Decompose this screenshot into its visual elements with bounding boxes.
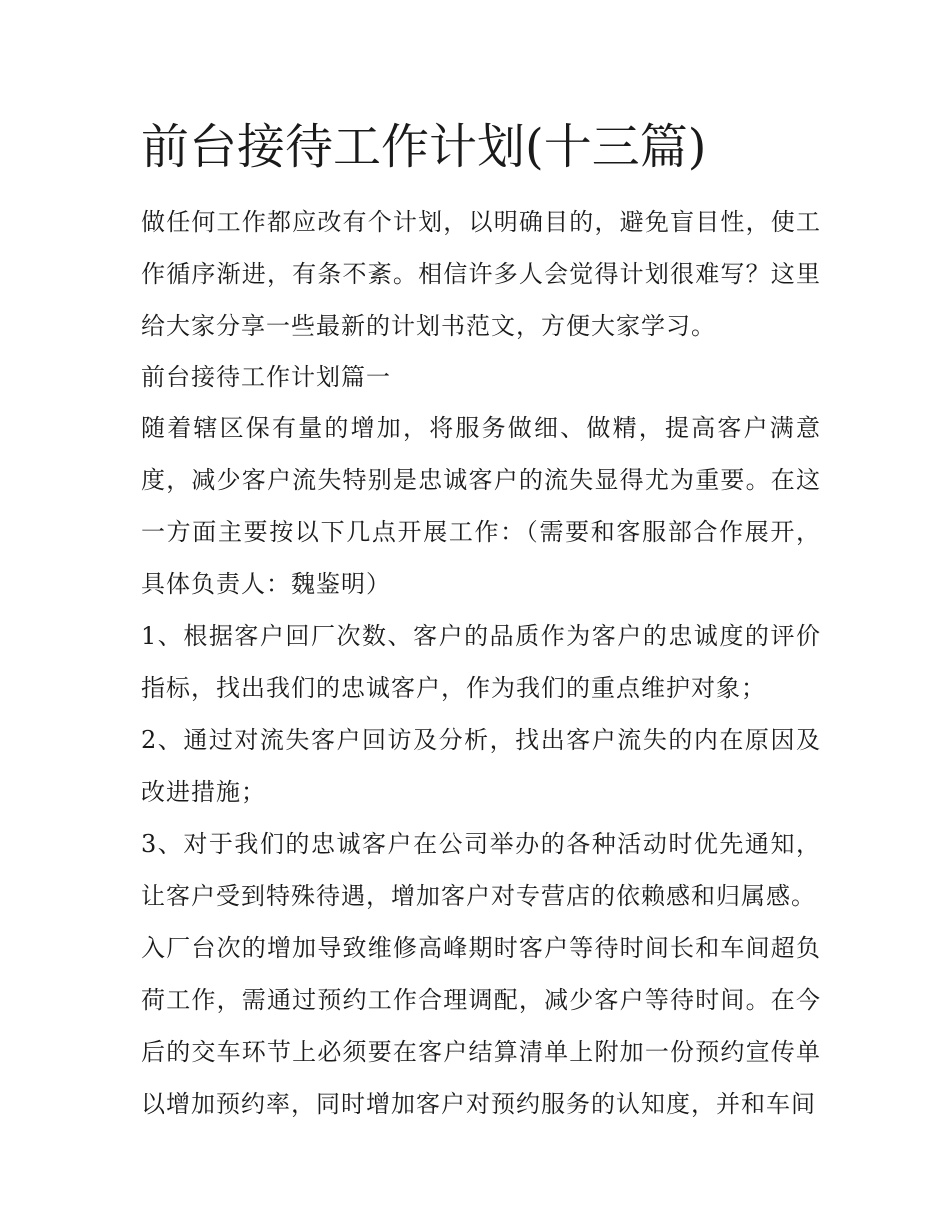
document-title: 前台接待工作计划(十三篇) — [141, 119, 707, 175]
list-item-2: 2、通过对流失客户回访及分析，找出客户流失的内在原因及改进措施； — [141, 726, 821, 806]
body-paragraph: 入厂台次的增加导致维修高峰期时客户等待时间长和车间超负荷工作，需通过预约工作合理调配，减少客户等待时间。在今后的交车环节上必须要在客户结算清单上附加一份预约宣传单以增加预约率，同时增加客户对预约服务的认知度，并和车间 — [141, 934, 821, 1118]
document-page — [141, 112, 821, 1130]
section-heading: 前台接待工作计划篇一 — [141, 363, 391, 391]
list-item-1: 1、根据客户回厂次数、客户的品质作为客户的忠诚度的评价指标，找出我们的忠诚客户，作为我们的重点维护对象； — [141, 622, 821, 702]
intro-paragraph: 做任何工作都应改有个计划，以明确目的，避免盲目性，使工作循序渐进，有条不紊。相信许多人会觉得计划很难写？这里给大家分享一些最新的计划书范文，方便大家学习。 — [141, 208, 821, 340]
body-paragraph: 随着辖区保有量的增加，将服务做细、做精，提高客户满意度，减少客户流失特别是忠诚客户的流失显得尤为重要。在这一方面主要按以下几点开展工作：（需要和客服部合作展开，具体负责人：魏鉴明） — [141, 414, 821, 598]
list-item-3: 3、对于我们的忠诚客户在公司举办的各种活动时优先通知，让客户受到特殊待遇，增加客户对专营店的依赖感和归属感。 — [141, 830, 821, 910]
